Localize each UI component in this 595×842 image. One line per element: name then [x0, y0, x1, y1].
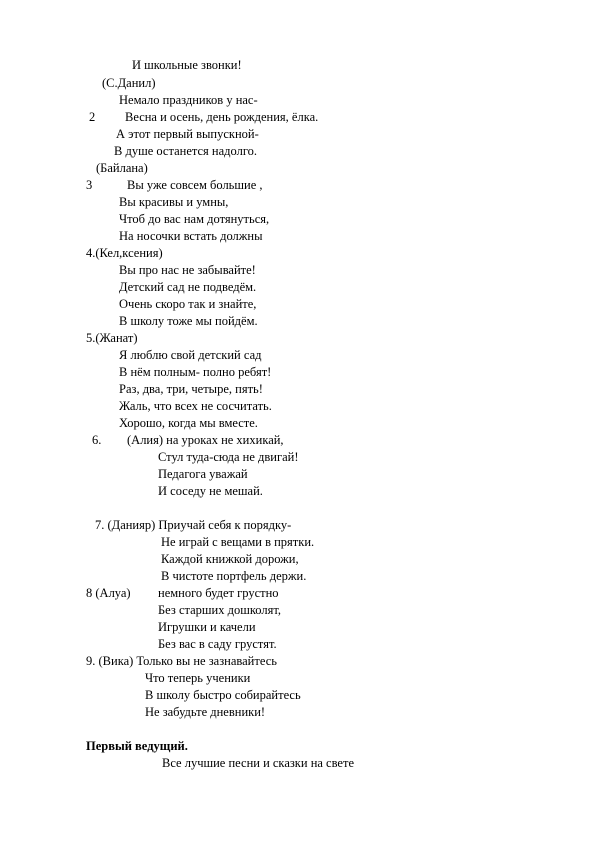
verse-number: 3 — [86, 178, 93, 192]
text-line: В школу тоже мы пойдём. — [119, 314, 258, 328]
text-line: Не забудьте дневники! — [145, 705, 266, 719]
text-line: Игрушки и качели — [158, 620, 256, 634]
speaker-label: 8 (Алуа) — [86, 586, 131, 600]
text-line: Не играй с вещами в прятки. — [161, 535, 315, 549]
text-line: Очень скоро так и знайте, — [119, 297, 257, 311]
speaker-label: 4.(Кел,ксения) — [86, 246, 163, 260]
speaker-label: (Байлана) — [96, 161, 148, 175]
text-line: На носочки встать должны — [119, 229, 263, 243]
text-line: В душе останется надолго. — [114, 144, 258, 158]
text-line: Все лучшие песни и сказки на свете — [162, 756, 354, 770]
text-line: (Алия) на уроках не хихикай, — [127, 433, 284, 447]
text-line: Чтоб до вас нам дотянуться, — [119, 212, 270, 226]
text-line: Без вас в саду грустят. — [158, 637, 277, 651]
text-line: В школу быстро собирайтесь — [145, 688, 301, 702]
text-line: В нём полным- полно ребят! — [119, 365, 272, 379]
text-line: Вы уже совсем большие , — [127, 178, 263, 192]
text-line: И соседу не мешай. — [158, 484, 263, 498]
speaker-label: (С.Данил) — [102, 76, 156, 90]
text-line: Немало праздников у нас- — [119, 93, 258, 107]
text-line: 9. (Вика) Только вы не зазнавайтесь — [86, 654, 277, 668]
text-line: Вы красивы и умны, — [119, 195, 229, 209]
verse-number: 6. — [92, 433, 102, 447]
text-line: немного будет грустно — [158, 586, 279, 600]
text-line: Жаль, что всех не сосчитать. — [119, 399, 272, 413]
text-line: Стул туда-сюда не двигай! — [158, 450, 299, 464]
text-line: Раз, два, три, четыре, пять! — [119, 382, 263, 396]
text-line: Весна и осень, день рождения, ёлка. — [125, 110, 319, 124]
text-line: И школьные звонки! — [132, 58, 242, 72]
text-line: 7. (Данияр) Приучай себя к порядку- — [95, 518, 292, 532]
speaker-label: 5.(Жанат) — [86, 331, 138, 345]
text-line: Хорошо, когда мы вместе. — [119, 416, 258, 430]
verse-number: 2 — [89, 110, 96, 124]
text-line: Что теперь ученики — [145, 671, 251, 685]
text-line: Каждой книжкой дорожи, — [161, 552, 299, 566]
text-line: Я люблю свой детский сад — [119, 348, 262, 362]
text-line: Педагога уважай — [158, 467, 248, 481]
text-line: А этот первый выпускной- — [116, 127, 259, 141]
section-heading: Первый ведущий. — [86, 739, 188, 753]
text-line: В чистоте портфель держи. — [161, 569, 307, 583]
text-line: Вы про нас не забывайте! — [119, 263, 256, 277]
text-line: Без старших дошколят, — [158, 603, 281, 617]
text-line: Детский сад не подведём. — [119, 280, 257, 294]
